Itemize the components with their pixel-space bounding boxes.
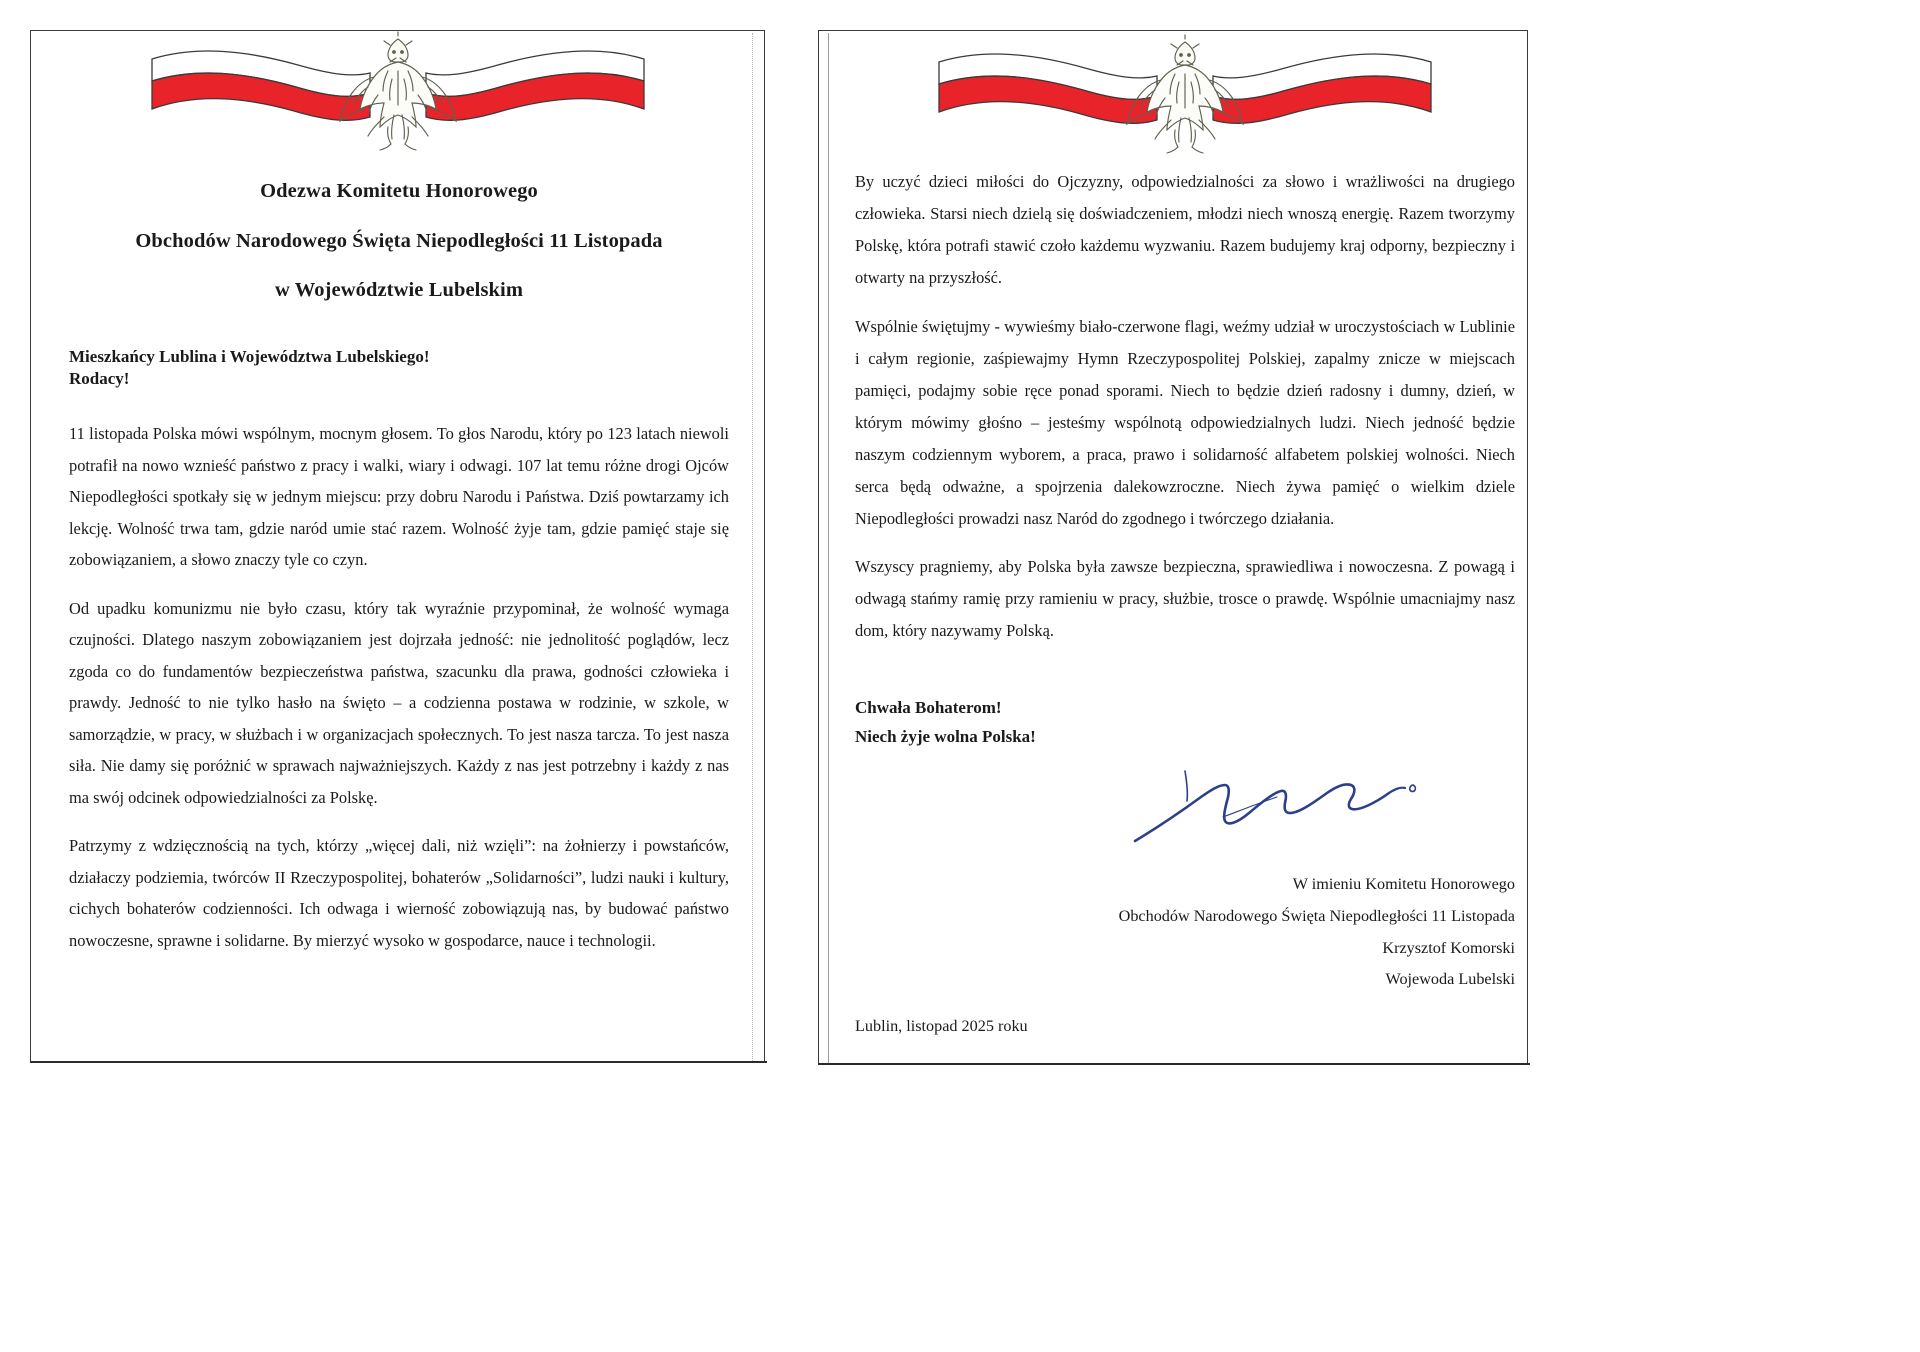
emblem-banner-right bbox=[855, 34, 1515, 164]
left-page-bottom-rule bbox=[30, 1061, 767, 1063]
signature-line-1: W imieniu Komitetu Honorowego bbox=[1292, 875, 1515, 894]
right-page-bottom-rule bbox=[818, 1063, 1530, 1065]
slogan-line-1: Chwała Bohaterom! bbox=[855, 697, 1002, 717]
left-paragraph-1: 11 listopada Polska mówi wspólnym, mocnym głosem. To głos Narodu, który po 123 latach niewoli potrafił na nowo wznieść państwo z pracy i walki, wiary i odwagi. 107 lat temu różne drogi Ojców Niepodległości spotkały się w jednym miejscu: przy dobru Narodu i Państwa. Dziś powtarzamy ich lekcję. Wolność trwa tam, gdzie naród umie stać razem. Wolność żyje tam, gdzie pamięć staje się zobowiązaniem, a słowo znaczy tyle co czyn. bbox=[69, 424, 729, 570]
scan-fold-line-left bbox=[752, 33, 753, 1061]
signatory-title: Wojewoda Lubelski bbox=[1385, 970, 1515, 989]
right-paragraph-3: Wszyscy pragniemy, aby Polska była zawsze bezpieczna, sprawiedliwa i nowoczesna. Z powagą i odwagą stańmy ramię przy ramieniu w pracy, służbie, trosce o prawdę. Wspólnie umacniajmy nasz dom, który nazywamy Polską. bbox=[855, 557, 1515, 640]
place-and-date: Lublin, listopad 2025 roku bbox=[855, 1017, 1028, 1035]
signatory-name: Krzysztof Komorski bbox=[1382, 938, 1515, 957]
left-paragraph-2: Od upadku komunizmu nie było czasu, który tak wyraźnie przypominał, że wolność wymaga czujności. Dlatego naszym zobowiązaniem jest dojrzała jedność: nie jednolitość poglądów, lecz zgoda co do fundamentów bezpieczeństwa państwa, szacunku dla prawa, godności człowieka i prawdy. Jedność to nie tylko hasło na święto – a codzienna postawa w rodzinie, w szkole, w samorządzie, w pracy, w służbach i w organizacjach społecznych. To jest nasza tarcza. To jest nasza siła. Nie damy się poróżnić w sprawach najważniejszych. Każdy z nas jest potrzebny i każdy z nas ma swój odcinek odpowiedzialności za Polskę. bbox=[69, 598, 729, 807]
left-paragraph-3: Patrzymy z wdzięcznością na tych, którzy „więcej dali, niż wzięli”: na żołnierzy i powstańców, działaczy podziemia, twórców II Rzeczypospolitej, bohaterów „Solidarności”, ludzi nauki i kultury, cichych bohaterów codzienności. Ich odwaga i wierność zobowiązują nas, by budować państwo nowoczesne, sprawne i solidarne. By mierzyć wysoko w gospodarce, nauce i technologii. bbox=[69, 836, 729, 950]
right-paragraph-2: Wspólnie świętujmy - wywieśmy biało-czerwone flagi, weźmy udział w uroczystościach w Lublinie i całym regionie, zaśpiewajmy Hymn Rzeczypospolitej Polskiej, zapalmy znicze w miejscach pamięci, podajmy sobie ręce ponad sporami. Niech to będzie dzień radosny i dumny, dzień, w którym mówimy głośno – jesteśmy wspólnotą odpowiedzialnych ludzi. Niech jedność będzie naszym codziennym wyborem, a praca, prawo i solidarność alfabetem polskiej wolności. Niech serca będą odważne, a spojrzenia dalekowzroczne. Niech żywa pamięć o wielkim dziele Niepodległości prowadzi nasz Naród do zgodnego i twórczego działania. bbox=[855, 316, 1515, 528]
polish-eagle-with-flags-icon bbox=[925, 34, 1445, 159]
slogan-line-2: Niech żyje wolna Polska! bbox=[855, 727, 1036, 747]
salutation-line-2: Rodacy! bbox=[69, 368, 130, 388]
proclamation-title bbox=[69, 181, 729, 302]
title-line-2: Obchodów Narodowego Święta Niepodległości 11 Listopada bbox=[135, 229, 663, 252]
signature-line-2: Obchodów Narodowego Święta Niepodległości 11 Listopada bbox=[1118, 907, 1515, 926]
signature-caption bbox=[855, 869, 1515, 995]
handwritten-signature-icon bbox=[1127, 767, 1447, 857]
left-page-content bbox=[69, 181, 729, 973]
salutation-block bbox=[69, 346, 729, 391]
salutation-line-1: Mieszkańcy Lublina i Województwa Lubelskiego! bbox=[69, 346, 430, 366]
closing-slogans bbox=[855, 693, 1515, 751]
title-line-1: Odezwa Komitetu Honorowego bbox=[260, 180, 538, 202]
right-page-content bbox=[855, 150, 1515, 1011]
polish-eagle-with-flags-icon bbox=[138, 31, 658, 156]
emblem-banner-left bbox=[31, 31, 764, 161]
scan-fold-line-right bbox=[828, 33, 829, 1063]
title-line-3: w Województwie Lubelskim bbox=[274, 279, 524, 302]
right-paragraph-1: By uczyć dzieci miłości do Ojczyzny, odpowiedzialności za słowo i wrażliwości na drugiego człowieka. Starsi niech dzielą się doświadczeniem, młodzi niech wnoszą energię. Razem tworzymy Polskę, która potrafi stawić czoło każdemu wyzwaniu. Razem budujemy kraj odporny, bezpieczny i otwarty na przyszłość. bbox=[855, 172, 1515, 288]
signature-area bbox=[855, 761, 1515, 1011]
document-page-left bbox=[30, 30, 765, 1062]
